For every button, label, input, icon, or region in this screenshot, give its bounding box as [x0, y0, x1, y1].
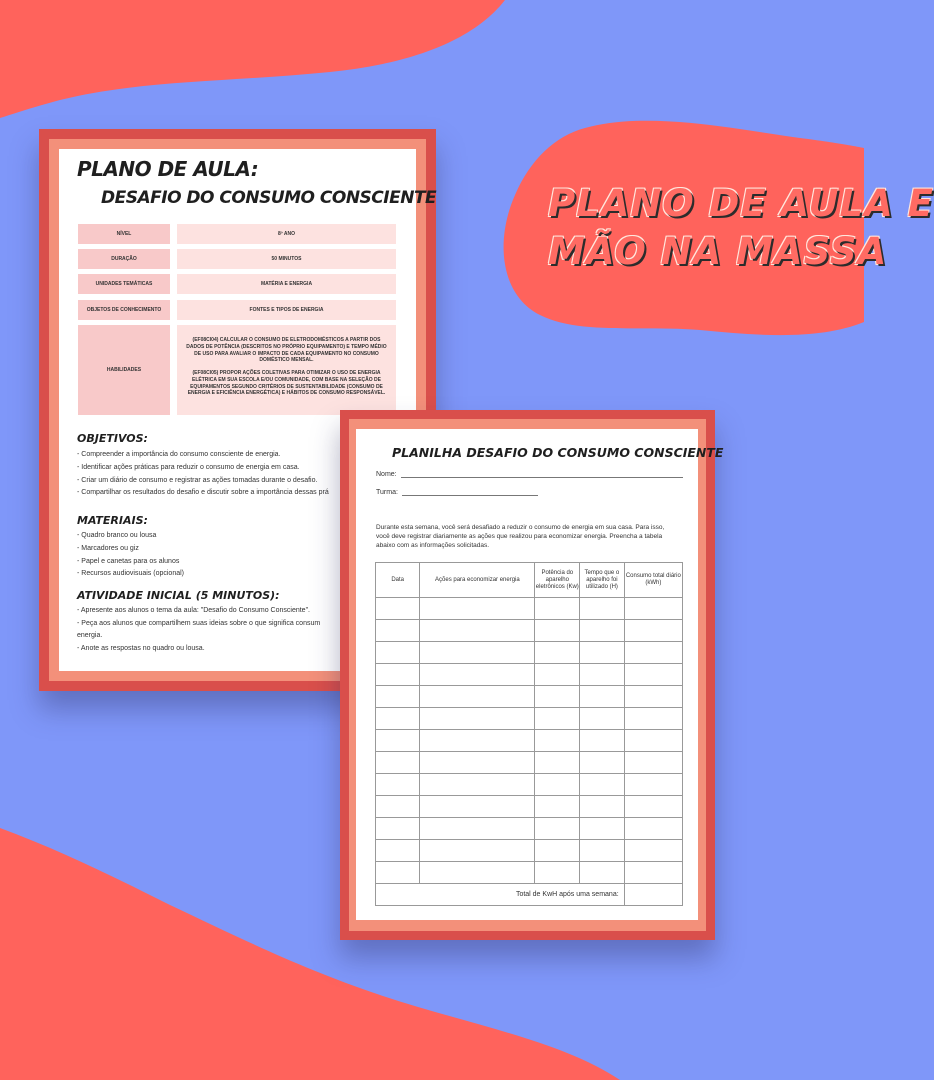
- table-row: [376, 730, 683, 752]
- table-cell[interactable]: [580, 818, 625, 840]
- class-line[interactable]: [402, 489, 538, 496]
- table-cell[interactable]: [420, 796, 535, 818]
- list-item: - Peça aos alunos que compartilhem suas ideias sobre o que significa consum energia.: [77, 619, 321, 639]
- table-cell[interactable]: [580, 730, 625, 752]
- list-item: - Identificar ações práticas para reduzir o consumo de energia em casa.: [77, 463, 300, 471]
- table-cell[interactable]: [535, 598, 580, 620]
- worksheet-paper: [356, 429, 724, 920]
- table-row: [376, 862, 683, 884]
- info-label-duracao: DURAÇÃO: [78, 249, 170, 269]
- table-cell[interactable]: [624, 620, 682, 642]
- list-item: - Apresente aos alunos o tema da aula: "Desafio do Consumo Consciente".: [77, 607, 310, 614]
- table-cell[interactable]: [580, 686, 625, 708]
- table-cell[interactable]: [624, 730, 682, 752]
- table-cell[interactable]: [535, 862, 580, 884]
- table-cell[interactable]: [580, 708, 625, 730]
- table-cell[interactable]: [420, 752, 535, 774]
- table-cell[interactable]: [376, 642, 420, 664]
- list-item: - Marcadores ou giz: [77, 544, 139, 552]
- table-cell[interactable]: [580, 840, 625, 862]
- col-potencia: Potência do aparelho eletrônicos (Kw): [535, 563, 580, 598]
- table-body: [376, 598, 683, 884]
- class-field: [376, 489, 538, 496]
- table-cell[interactable]: [420, 730, 535, 752]
- col-acoes: Ações para economizar energia: [420, 563, 535, 598]
- col-tempo: Tempo que o aparelho foi utilizado (H): [580, 563, 625, 598]
- table-cell[interactable]: [580, 796, 625, 818]
- materiais-list: [77, 530, 184, 581]
- info-label-unidades: UNIDADES TEMÁTICAS: [78, 274, 170, 294]
- table-cell[interactable]: [624, 664, 682, 686]
- table-cell[interactable]: [580, 774, 625, 796]
- total-value-cell[interactable]: [624, 884, 682, 906]
- table-cell[interactable]: [580, 620, 625, 642]
- list-item: - Compartilhar os resultados do desafio e discutir sobre a importância dessas prá: [77, 489, 329, 497]
- list-item: - Compreender a importância do consumo consciente de energia.: [77, 451, 281, 458]
- name-line[interactable]: [401, 471, 683, 478]
- table-cell[interactable]: [580, 598, 625, 620]
- table-cell[interactable]: [624, 598, 682, 620]
- col-consumo: Consumo total diário (kWh): [624, 563, 682, 598]
- table-cell[interactable]: [535, 664, 580, 686]
- list-item: - Papel e canetas para os alunos: [77, 557, 180, 565]
- table-cell[interactable]: [535, 752, 580, 774]
- headline-line-1: PLANO DE AULA E: [548, 182, 934, 225]
- table-cell[interactable]: [420, 664, 535, 686]
- table-cell[interactable]: [376, 664, 420, 686]
- table-cell[interactable]: [624, 840, 682, 862]
- table-cell[interactable]: [535, 730, 580, 752]
- table-cell[interactable]: [420, 862, 535, 884]
- list-item: - Recursos audiovisuais (opcional): [77, 570, 184, 578]
- col-data: Data: [376, 563, 420, 598]
- table-cell[interactable]: [624, 686, 682, 708]
- info-label-nivel: NÍVEL: [78, 224, 170, 244]
- table-cell[interactable]: [624, 708, 682, 730]
- table-row: [376, 774, 683, 796]
- table-cell[interactable]: [624, 796, 682, 818]
- info-value-nivel: 8º ANO: [177, 224, 396, 244]
- table-cell[interactable]: [376, 774, 420, 796]
- table-cell[interactable]: [376, 686, 420, 708]
- table-row: [376, 620, 683, 642]
- habilidade-ef08ci04: (EF08CI04) CALCULAR O CONSUMO DE ELETRODOMÉSTICOS A PARTIR DOS DADOS DE POTÊNCIA (DESCRITOS NO PRÓPRIO EQUIPAMENTO) E TEMPO MÉDIO DE USO PARA AVALIAR O IMPACTO DE CADA EQUIPAMENTO NO CONSUMO DOMÉSTICO MENSAL.: [186, 337, 387, 364]
- headline-line-2: MÃO NA MASSA: [548, 230, 888, 273]
- habilidade-ef08ci05: (EF08CI05) PROPOR AÇÕES COLETIVAS PARA OTIMIZAR O USO DE ENERGIA ELÉTRICA EM SUA ESCOLA E/OU COMUNIDADE, COM BASE NA SELEÇÃO DE EQUIPAMENTOS SEGUNDO CRITÉRIOS DE SUSTENTABILIDADE (CONSUMO DE ENERGIA E EFICIÊNCIA ENERGÉTICA) E HÁBITOS DE CONSUMO RESPONSÁVEL.: [187, 370, 386, 397]
- table-cell[interactable]: [420, 620, 535, 642]
- total-row: [376, 884, 683, 906]
- table-row: [376, 840, 683, 862]
- worksheet-title: PLANILHA DESAFIO DO CONSUMO CONSCIENTE: [392, 445, 724, 460]
- info-label-objetos: OBJETOS DE CONHECIMENTO: [78, 300, 170, 320]
- list-item: - Criar um diário de consumo e registrar as ações tomadas durante o desafio.: [77, 476, 318, 484]
- table-row: [376, 752, 683, 774]
- table-cell[interactable]: [420, 840, 535, 862]
- table-cell[interactable]: [624, 642, 682, 664]
- table-cell[interactable]: [535, 840, 580, 862]
- objetivos-list: [77, 449, 329, 500]
- worksheet-intro: Durante esta semana, você será desafiado a reduzir o consumo de energia em sua casa. Para isso, você deve registrar diariamente as ações que realizou para economizar energia. Preencha a tabela abaixo com as informações solicitadas.: [376, 524, 665, 549]
- table-cell[interactable]: [376, 796, 420, 818]
- table-row: [376, 708, 683, 730]
- info-value-habilidades: [177, 325, 396, 415]
- table-cell[interactable]: [376, 840, 420, 862]
- info-value-duracao: 50 MINUTOS: [177, 249, 396, 269]
- objetivos-heading: OBJETIVOS:: [77, 432, 148, 445]
- total-label: Total de KwH após uma semana:: [376, 884, 625, 906]
- table-cell[interactable]: [580, 642, 625, 664]
- top-left-blob: [0, 0, 505, 118]
- list-item: - Anote as respostas no quadro ou lousa.: [77, 644, 205, 652]
- table-cell[interactable]: [535, 818, 580, 840]
- table-cell[interactable]: [420, 774, 535, 796]
- table-cell[interactable]: [580, 862, 625, 884]
- list-item: - Quadro branco ou lousa: [77, 532, 157, 539]
- table-row: [376, 664, 683, 686]
- table-cell[interactable]: [376, 708, 420, 730]
- table-cell[interactable]: [376, 818, 420, 840]
- lesson-plan-subtitle: DESAFIO DO CONSUMO CONSCIENTE: [101, 188, 437, 208]
- table-cell[interactable]: [535, 642, 580, 664]
- table-cell[interactable]: [420, 708, 535, 730]
- consumption-table: [375, 562, 683, 906]
- table-cell[interactable]: [535, 774, 580, 796]
- table-cell[interactable]: [624, 818, 682, 840]
- worksheet-sheet: [340, 410, 724, 940]
- name-label: Nome:: [376, 471, 397, 478]
- table-cell[interactable]: [376, 598, 420, 620]
- table-row: [376, 796, 683, 818]
- table-cell[interactable]: [535, 796, 580, 818]
- atividade-heading: ATIVIDADE INICIAL (5 MINUTOS):: [77, 589, 280, 602]
- table-cell[interactable]: [535, 620, 580, 642]
- promo-headline: [548, 180, 934, 276]
- table-cell[interactable]: [624, 752, 682, 774]
- table-cell[interactable]: [376, 752, 420, 774]
- info-value-objetos: FONTES E TIPOS DE ENERGIA: [177, 300, 396, 320]
- table-cell[interactable]: [420, 686, 535, 708]
- materiais-heading: MATERIAIS:: [77, 514, 148, 527]
- atividade-list: [77, 605, 347, 655]
- class-label: Turma:: [376, 489, 398, 496]
- table-cell[interactable]: [624, 774, 682, 796]
- table-cell[interactable]: [420, 818, 535, 840]
- table-cell[interactable]: [376, 730, 420, 752]
- table-cell[interactable]: [580, 752, 625, 774]
- name-field: [376, 471, 683, 478]
- table-cell[interactable]: [420, 642, 535, 664]
- info-value-unidades: MATÉRIA E ENERGIA: [177, 274, 396, 294]
- table-cell[interactable]: [624, 862, 682, 884]
- table-cell[interactable]: [580, 664, 625, 686]
- lesson-plan-title: PLANO DE AULA:: [77, 157, 259, 181]
- table-cell[interactable]: [535, 708, 580, 730]
- table-cell[interactable]: [376, 620, 420, 642]
- table-row: [376, 598, 683, 620]
- table-row: [376, 686, 683, 708]
- table-row: [376, 818, 683, 840]
- info-label-habilidades: HABILIDADES: [78, 325, 170, 415]
- table-cell[interactable]: [420, 598, 535, 620]
- table-cell[interactable]: [535, 686, 580, 708]
- table-header-row: [376, 563, 683, 598]
- table-row: [376, 642, 683, 664]
- table-cell[interactable]: [376, 862, 420, 884]
